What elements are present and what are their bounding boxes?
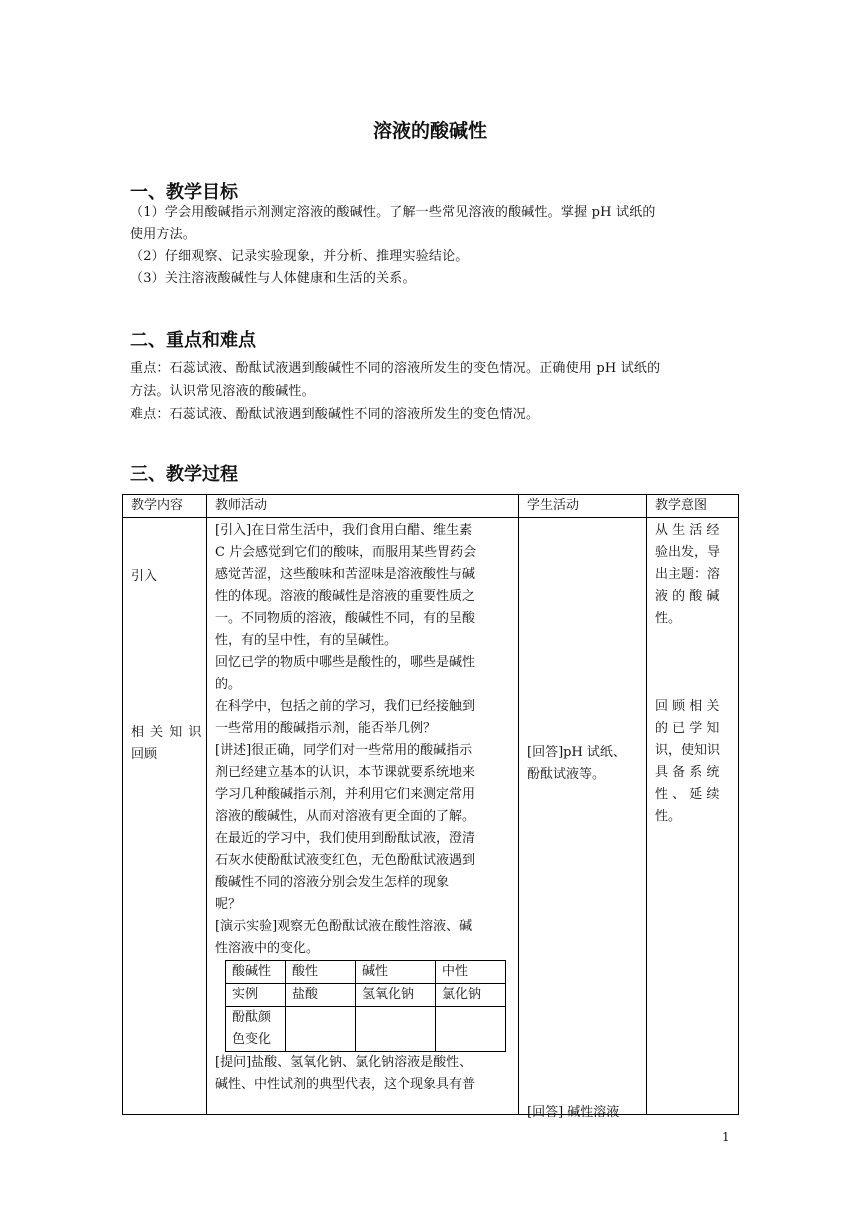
teacher-line: 溶液的酸碱性，从而对溶液有更全面的了解。 bbox=[215, 809, 476, 824]
intent-line: 出主题：溶 bbox=[655, 567, 721, 582]
intent-line: 性。 bbox=[655, 809, 682, 824]
teacher-line: 性溶液中的变化。 bbox=[215, 941, 320, 956]
objective-line: 使用方法。 bbox=[130, 227, 197, 242]
header-intent: 教学意图 bbox=[647, 495, 739, 518]
intent-line: 液 的 酸 碱 bbox=[655, 589, 720, 604]
content-review-line: 相 关 知 识 bbox=[131, 725, 203, 740]
intent-line: 的 已 学 知 bbox=[655, 721, 720, 736]
teacher-line: 呢？ bbox=[215, 897, 242, 912]
page-number: 1 bbox=[722, 1130, 730, 1144]
objective-line: （1）学会用酸碱指示剂测定溶液的酸碱性。了解一些常见溶液的酸碱性。掌握 pH 试纸的 bbox=[130, 205, 656, 220]
inner-cell: 实例 bbox=[226, 984, 286, 1007]
teacher-line: [引入]在日常生活中，我们食用白醋、维生素 bbox=[215, 523, 473, 538]
teacher-line: [讲述]很正确，同学们对一些常用的酸碱指示 bbox=[215, 743, 473, 758]
table-header-row bbox=[123, 495, 739, 518]
content-review-line: 回顾 bbox=[131, 747, 158, 762]
section-heading-objectives: 一、教学目标 bbox=[130, 182, 238, 203]
section-heading-process: 三、教学过程 bbox=[130, 464, 238, 485]
inner-cell-line: 色变化 bbox=[232, 1032, 272, 1047]
key-point-line: 难点：石蕊试液、酚酞试液遇到酸碱性不同的溶液所发生的变色情况。 bbox=[130, 407, 540, 422]
teacher-line: 的。 bbox=[215, 677, 242, 692]
intent-line: 具 备 系 统 bbox=[655, 765, 720, 780]
teacher-line: 学习几种酸碱指示剂，并利用它们来测定常用 bbox=[215, 787, 476, 802]
student-answer-line: [回答]pH 试纸、 bbox=[527, 745, 626, 760]
intent-line: 回 顾 相 关 bbox=[655, 699, 720, 714]
content-intro: 引入 bbox=[131, 569, 158, 584]
inner-cell: 氢氧化钠 bbox=[356, 984, 436, 1007]
teacher-line: 酸碱性不同的溶液分别会发生怎样的现象 bbox=[215, 875, 450, 890]
key-point-line: 重点：石蕊试液、酚酞试液遇到酸碱性不同的溶液所发生的变色情况。正确使用 pH 试纸的 bbox=[130, 361, 661, 376]
teacher-line: 在科学中，包括之前的学习，我们已经接触到 bbox=[215, 699, 476, 714]
teacher-line: 剂已经建立基本的认识，本节课就要系统地来 bbox=[215, 765, 476, 780]
intent-line: 性 、 延 续 bbox=[655, 787, 720, 802]
content-cell bbox=[123, 518, 207, 1115]
teacher-line: [提问]盐酸、氢氧化钠、氯化钠溶液是酸性、 bbox=[215, 1055, 473, 1070]
header-teacher: 教师活动 bbox=[207, 495, 519, 518]
teacher-line: 感觉苦涩，这些酸味和苦涩味是溶液酸性与碱 bbox=[215, 567, 476, 582]
inner-cell: 中性 bbox=[436, 961, 506, 984]
inner-cell-line: 酚酞颜 bbox=[232, 1010, 272, 1025]
section-heading-key-points: 二、重点和难点 bbox=[130, 330, 256, 351]
teaching-intent-cell bbox=[647, 518, 739, 1115]
student-activity-cell bbox=[519, 518, 647, 1120]
inner-cell: 氯化钠 bbox=[436, 984, 506, 1007]
teacher-line: [演示实验]观察无色酚酞试液在酸性溶液、碱 bbox=[215, 919, 473, 934]
inner-cell-empty bbox=[436, 1007, 506, 1052]
inner-cell: 酸碱性 bbox=[226, 961, 286, 984]
inner-cell-empty bbox=[356, 1007, 436, 1052]
teacher-line: C 片会感觉到它们的酸味，而服用某些胃药会 bbox=[215, 545, 477, 560]
student-answer-line: [回答] 碱性溶液 bbox=[527, 1105, 620, 1120]
inner-row bbox=[226, 1007, 506, 1052]
teacher-line: 一些常用的酸碱指示剂，能否举几例？ bbox=[215, 721, 437, 736]
teacher-line: 碱性、中性试剂的典型代表，这个现象具有普 bbox=[215, 1077, 476, 1092]
key-point-line: 方法。认识常见溶液的酸碱性。 bbox=[130, 384, 315, 399]
inner-cell: 碱性 bbox=[356, 961, 436, 984]
inner-cell: 酸性 bbox=[286, 961, 356, 984]
header-content: 教学内容 bbox=[123, 495, 207, 518]
inner-row bbox=[226, 984, 506, 1007]
objective-line: （3）关注溶液酸碱性与人体健康和生活的关系。 bbox=[130, 271, 416, 286]
student-answer-line: 酚酞试液等。 bbox=[527, 767, 606, 782]
table-row bbox=[123, 518, 739, 1115]
inner-row bbox=[226, 961, 506, 984]
teaching-process-table bbox=[122, 494, 739, 1120]
teacher-line: 石灰水使酚酞试液变红色，无色酚酞试液遇到 bbox=[215, 853, 476, 868]
intent-line: 性。 bbox=[655, 611, 682, 626]
teacher-line: 性的体现。溶液的酸碱性是溶液的重要性质之 bbox=[215, 589, 476, 604]
inner-cell-empty bbox=[286, 1007, 356, 1052]
objective-line: （2）仔细观察、记录实验现象，并分析、推理实验结论。 bbox=[130, 249, 469, 264]
phenolphthalein-table bbox=[225, 960, 506, 1052]
intent-line: 验出发，导 bbox=[655, 545, 721, 560]
inner-cell: 盐酸 bbox=[286, 984, 356, 1007]
teacher-activity-cell bbox=[207, 518, 519, 1115]
page-title: 溶液的酸碱性 bbox=[372, 120, 487, 142]
intent-line: 识，使知识 bbox=[655, 743, 721, 758]
teacher-line: 在最近的学习中，我们使用到酚酞试液，澄清 bbox=[215, 831, 476, 846]
header-student: 学生活动 bbox=[519, 495, 647, 518]
teacher-line: 回忆已学的物质中哪些是酸性的，哪些是碱性 bbox=[215, 655, 476, 670]
teacher-line: 一。不同物质的溶液，酸碱性不同，有的呈酸 bbox=[215, 611, 476, 626]
intent-line: 从 生 活 经 bbox=[655, 523, 720, 538]
teacher-line: 性，有的呈中性，有的呈碱性。 bbox=[215, 633, 398, 648]
inner-cell bbox=[226, 1007, 286, 1052]
